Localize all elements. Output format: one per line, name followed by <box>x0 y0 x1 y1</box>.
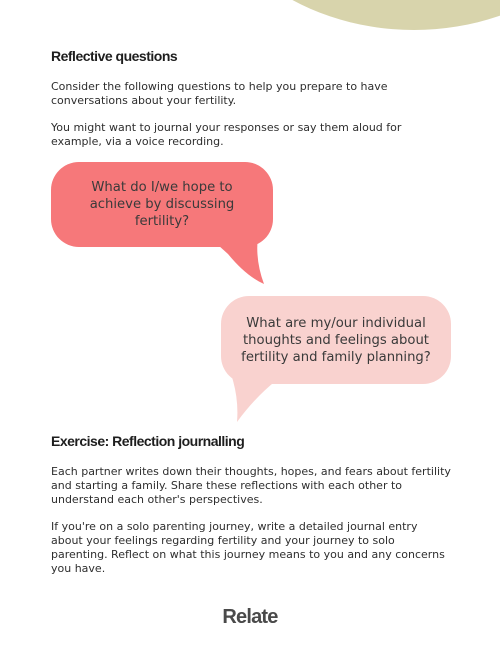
exercise-paragraph-solo: If you're on a solo parenting journey, write a detailed journal entry about your feelings regarding fertility and your journey to solo parenting. Reflect on what this journey means to you and any concerns you have. <box>51 520 445 575</box>
question-1-text: What do I/we hope to achieve by discussing fertility? <box>89 180 235 229</box>
journal-tip-paragraph: You might want to journal your responses or say them aloud for example, via a voice recording. <box>51 121 402 148</box>
relate-logo: Relate <box>222 606 278 628</box>
section-title-reflective-questions: Reflective questions <box>51 48 178 64</box>
decorative-circle <box>194 0 500 30</box>
speech-bubble-question-2 <box>221 296 451 384</box>
exercise-paragraph-partners: Each partner writes down their thoughts, hopes, and fears about fertility and starting a family. Share these reflections with each other to understand each other's perspectives. <box>51 465 451 506</box>
question-2-text: What are my/our individual thoughts and feelings about fertility and family planning? <box>241 315 431 365</box>
speech-bubble-question-1 <box>51 162 273 247</box>
intro-paragraph: Consider the following questions to help you prepare to have conversations about your fertility. <box>51 80 388 107</box>
section-title-exercise: Exercise: Reflection journalling <box>51 433 245 449</box>
